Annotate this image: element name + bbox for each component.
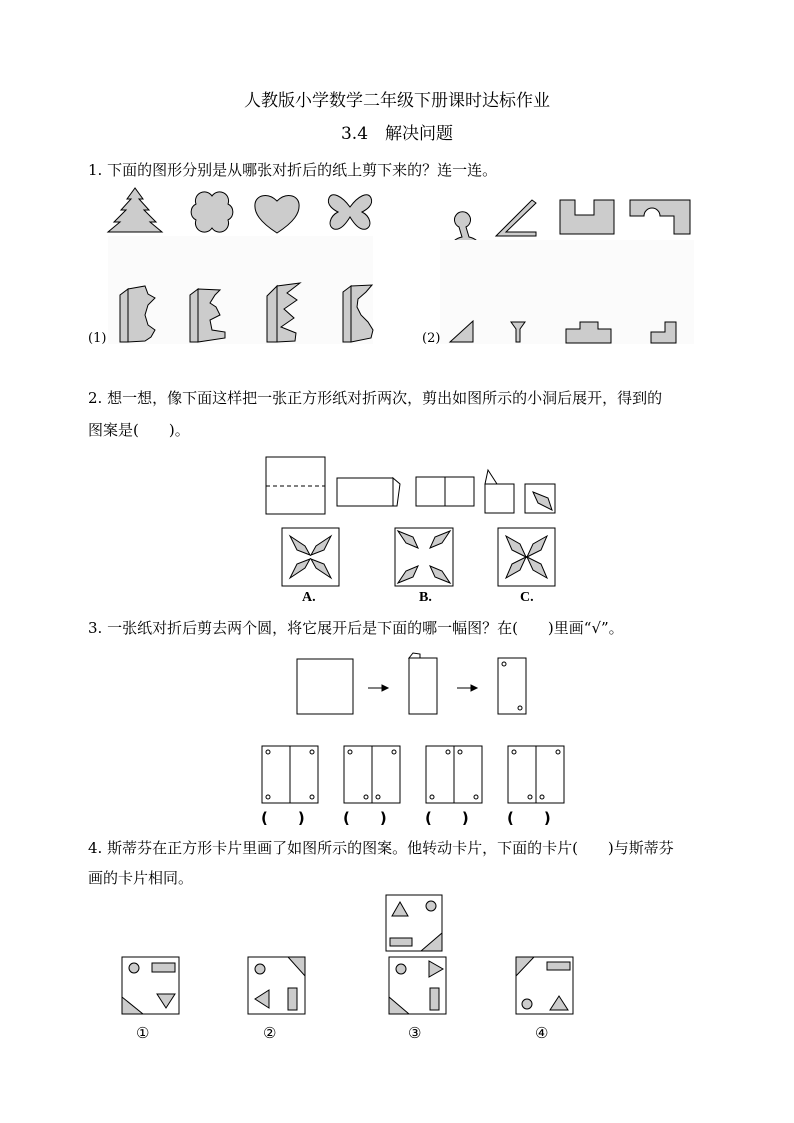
q2-option-a-figure [282, 528, 339, 586]
q2-option-b-figure [395, 528, 453, 586]
q2-option-c-figure [498, 528, 555, 586]
q3-answer-blank-3[interactable]: ( ) [425, 809, 469, 827]
q1-cut-shapes-1 [108, 188, 372, 233]
q2-option-a-label: A. [302, 590, 316, 605]
q4-option-2-label: ② [263, 1024, 277, 1042]
u-block-shape [560, 200, 614, 234]
question-3-text: 3. 一张纸对折后剪去两个圆，将它展开后是下面的哪一幅图？在( )里画“√”。 [88, 619, 624, 637]
q3-option-3-figure [426, 746, 482, 803]
q3-answer-blank-1[interactable]: ( ) [261, 809, 305, 827]
q4-option-1-label: ① [136, 1024, 150, 1042]
q3-option-4-figure [508, 746, 564, 803]
q4-option-3-card [389, 957, 446, 1014]
tree-shape [108, 188, 162, 232]
q4-option-4-label: ④ [535, 1024, 549, 1042]
q3-option-1-figure [262, 746, 318, 803]
arch-block-shape [630, 200, 690, 234]
heart-shape [255, 196, 299, 233]
question-2-line-2: 图案是( )。 [88, 421, 190, 439]
butterfly-shape [328, 195, 371, 230]
question-2-line-1: 2. 想一想，像下面这样把一张正方形纸对折两次，剪出如图所示的小洞后展开，得到的 [88, 389, 663, 407]
q4-option-1-card [122, 957, 179, 1014]
section-title: 3.4 解决问题 [340, 124, 454, 144]
question-4-line-1: 4. 斯蒂芬在正方形卡片里画了如图所示的图案。他转动卡片，下面的卡片( )与斯蒂芬 [88, 839, 674, 857]
q2-option-c-label: C. [520, 590, 534, 605]
q4-option-3-label: ③ [408, 1024, 422, 1042]
triangle-notch-shape [496, 200, 536, 236]
q4-option-4-card [516, 957, 573, 1014]
q3-answer-blank-4[interactable]: ( ) [507, 809, 551, 827]
q3-answer-blank-2[interactable]: ( ) [343, 809, 387, 827]
q4-reference-card [386, 895, 442, 951]
q4-option-2-card [248, 957, 305, 1014]
question-4-line-2: 画的卡片相同。 [88, 869, 194, 887]
flower-shape [191, 192, 233, 232]
q3-fold-sequence [297, 653, 526, 714]
question-1-text: 1. 下面的图形分别是从哪张对折后的纸上剪下来的？连一连。 [88, 161, 498, 179]
page-title: 人教版小学数学二年级下册课时达标作业 [244, 91, 550, 111]
q3-option-2-figure [344, 746, 400, 803]
q1-group-2-label: (2) [422, 331, 441, 346]
q2-fold-sequence [266, 457, 555, 514]
q2-option-b-label: B. [419, 590, 432, 605]
q1-group-1-label: (1) [88, 331, 107, 346]
